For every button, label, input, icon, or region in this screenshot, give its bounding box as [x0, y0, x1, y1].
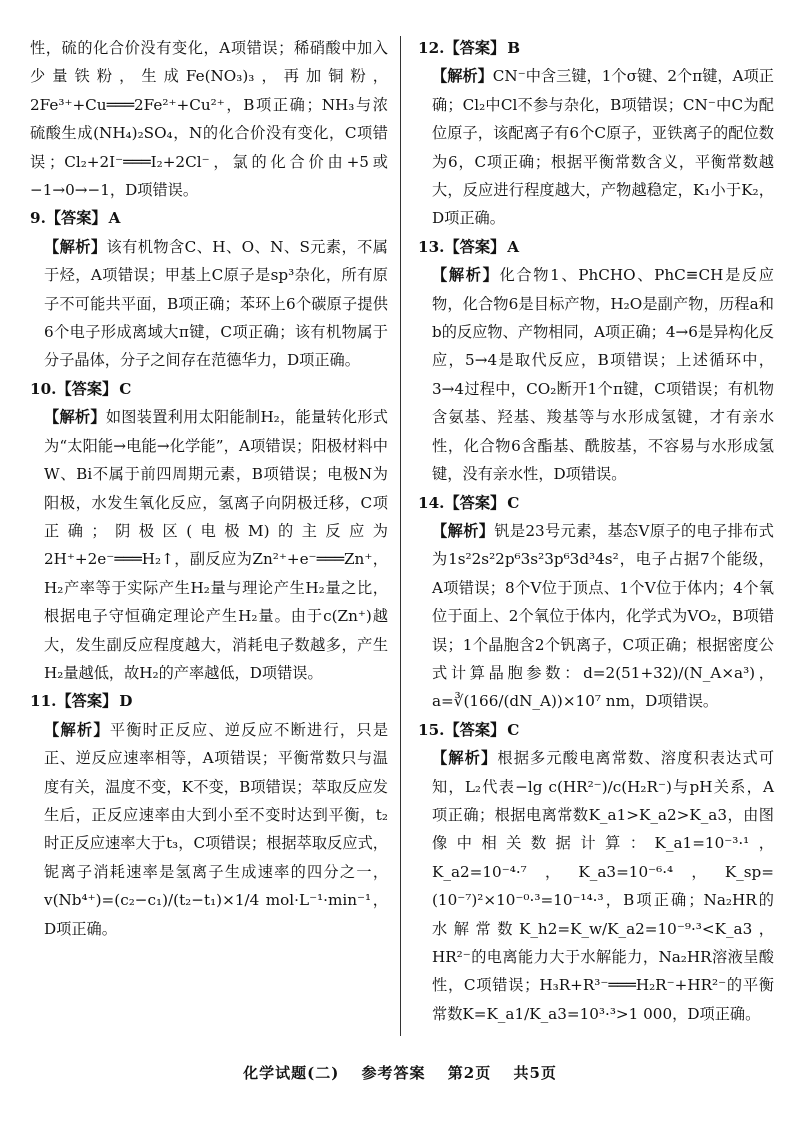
- answer-item-11: [30, 687, 388, 943]
- explanation-tag: 【解析】: [44, 408, 106, 427]
- answer-value: C: [507, 493, 520, 512]
- explanation-tag: 【解析】: [44, 237, 107, 256]
- answer-value: D: [119, 692, 133, 711]
- exam-title: 化学试题(二): [243, 1064, 340, 1082]
- answer-value: A: [108, 209, 121, 228]
- right-column: [418, 34, 774, 1028]
- item-number: 9.: [30, 209, 46, 228]
- explanation-tag: 【解析】: [432, 521, 495, 540]
- explanation-tag: 【解析】: [44, 720, 110, 739]
- explanation-tag: 【解析】: [432, 266, 500, 285]
- answer-item-13: [418, 233, 774, 489]
- explanation-text: 钒是23号元素，基态V原子的电子排布式为1s²2s²2p⁶3s²3p⁶3d³4s²，电子占据7个能级，A项错误；8个V位于顶点、1个V位于体内；4个氧位于面上、2个氧位于体内，化学式为VO₂，B项错误；1个晶胞含2个钒离子，C项正确；根据密度公式计算晶胞参数：d=2(51+32)/(N_A×a³)，a=∛(166/(dN_A))×10⁷ nm，D项错误。: [432, 521, 774, 711]
- explanation-tag: 【解析】: [432, 67, 493, 86]
- answer-tag: 【答案】: [56, 692, 118, 711]
- answer-item-12: [418, 34, 774, 233]
- item-number: 10.: [30, 379, 57, 398]
- explanation-tag: 【解析】: [432, 749, 498, 768]
- answer-item-14: [418, 489, 774, 716]
- left-column: [30, 34, 388, 943]
- answer-tag: 【答案】: [45, 209, 107, 228]
- explanation-text: 该有机物含C、H、O、N、S元素，不属于烃，A项错误；甲基上C原子是sp³杂化，所有原子不可能共平面，B项正确；苯环上6个碳原子提供6个电子形成离域大π键，C项正确；该有机物属于分子晶体，分子之间存在范德华力，D项正确。: [44, 237, 388, 370]
- explanation-text: 如图装置利用太阳能制H₂，能量转化形式为“太阳能→电能→化学能”，A项错误；阳极材料中W、Bi不属于前四周期元素，B项错误；电极N为阳极，水发生氧化反应，氢离子向阴极迁移，C项正确；阴极区(电极M)的主反应为2H⁺+2e⁻═══H₂↑，副反应为Zn²⁺+e⁻═══Zn⁺，H₂产率等于实际产生H₂量与理论产生H₂量之比，根据电子守恒确定理论产生H₂量。由于c(Zn⁺)越大，发生副反应程度越大，消耗电子数越多，产生H₂量越低，故H₂的产率越低，D项错误。: [44, 408, 388, 682]
- answer-item-10: [30, 375, 388, 687]
- doc-subtitle: 参考答案: [361, 1064, 426, 1082]
- page-total: 共5页: [513, 1064, 557, 1082]
- page-footer: [0, 1062, 800, 1083]
- continuation-text: 性，硫的化合价没有变化，A项错误；稀硝酸中加入少量铁粉，生成Fe(NO₃)₃，再加铜粉，2Fe³⁺+Cu═══2Fe²⁺+Cu²⁺，B项正确；NH₃与浓硫酸生成(NH₄)₂SO₄，N的化合价没有变化，C项错误；Cl₂+2I⁻═══I₂+2Cl⁻，氯的化合价由+5或−1→0→−1，D项错误。: [30, 39, 388, 200]
- explanation-text: 化合物1、PhCHO、PhC≡CH是反应物，化合物6是目标产物，H₂O是副产物，历程a和b的反应物、产物相同，A项正确；4→6是异构化反应，5→4是取代反应，B项错误；上述循环中，3→4过程中，CO₂断开1个π键，C项错误；有机物含氨基、羟基、羧基等与水形成氢键，才有亲水性，化合物6含酯基、酰胺基，不容易与水形成氢键，没有亲水性，D项错误。: [432, 266, 774, 484]
- answer-tag: 【答案】: [444, 720, 506, 739]
- answer-tag: 【答案】: [56, 379, 118, 398]
- answer-tag: 【答案】: [444, 39, 506, 57]
- item-number: 12.: [418, 39, 445, 57]
- answer-tag: 【答案】: [444, 237, 506, 256]
- answer-value: A: [507, 237, 519, 256]
- answer-item-15: [418, 716, 774, 1028]
- answer-item-9: [30, 204, 388, 374]
- page-number: 第2页: [447, 1064, 492, 1082]
- answer-value: C: [507, 720, 520, 739]
- explanation-text: 根据多元酸电离常数、溶度积表达式可知，L₂代表−lg c(HR²⁻)/c(H₂R⁻)与pH关系，A项正确；根据电离常数K_a1>K_a2>K_a3，由图像中相关数据计算：K_a1=10⁻³·¹，K_a2=10⁻⁴·⁷，K_a3=10⁻⁶·⁴，K_sp=(10⁻⁷)²×10⁻⁰·³=10⁻¹⁴·³，B项正确；Na₂HR的水解常数K_h2=K_w/K_a2=10⁻⁹·³<K_a3，HR²⁻的电离能力大于水解能力，Na₂HR溶液呈酸性，C项错误；H₃R+R³⁻═══H₂R⁻+HR²⁻的平衡常数K=K_a1/K_a3=10³·³>1 000，D项正确。: [432, 749, 775, 1023]
- answer-tag: 【答案】: [444, 493, 506, 512]
- explanation-text: 平衡时正反应、逆反应不断进行，只是正、逆反应速率相等，A项错误；平衡常数只与温度有关，温度不变，K不变，B项错误；萃取反应发生后，正反应速率由大到小至不变时达到平衡，t₂时正反应速率大于t₃，C项错误；根据萃取反应式，铌离子消耗速率是氢离子生成速率的四分之一，v(Nb⁴⁺)=(c₂−c₁)/(t₂−t₁)×1/4 mol·L⁻¹·min⁻¹，D项正确。: [44, 720, 389, 938]
- explanation-text: CN⁻中含三键，1个σ键、2个π键，A项正确；Cl₂中Cl不参与杂化，B项错误；CN⁻中C为配位原子，该配离子有6个C原子，亚铁离子的配位数为6，C项正确；根据平衡常数含义，平衡常数越大，反应进行程度越大，产物越稳定，K₁小于K₂，D项正确。: [432, 67, 774, 228]
- answer-value: B: [507, 39, 521, 57]
- answer-value: C: [119, 379, 132, 398]
- item-number: 14.: [418, 493, 445, 512]
- item-number: 13.: [418, 237, 445, 256]
- column-divider: [400, 36, 401, 1036]
- item-number: 11.: [30, 692, 57, 711]
- item-number: 15.: [418, 720, 445, 739]
